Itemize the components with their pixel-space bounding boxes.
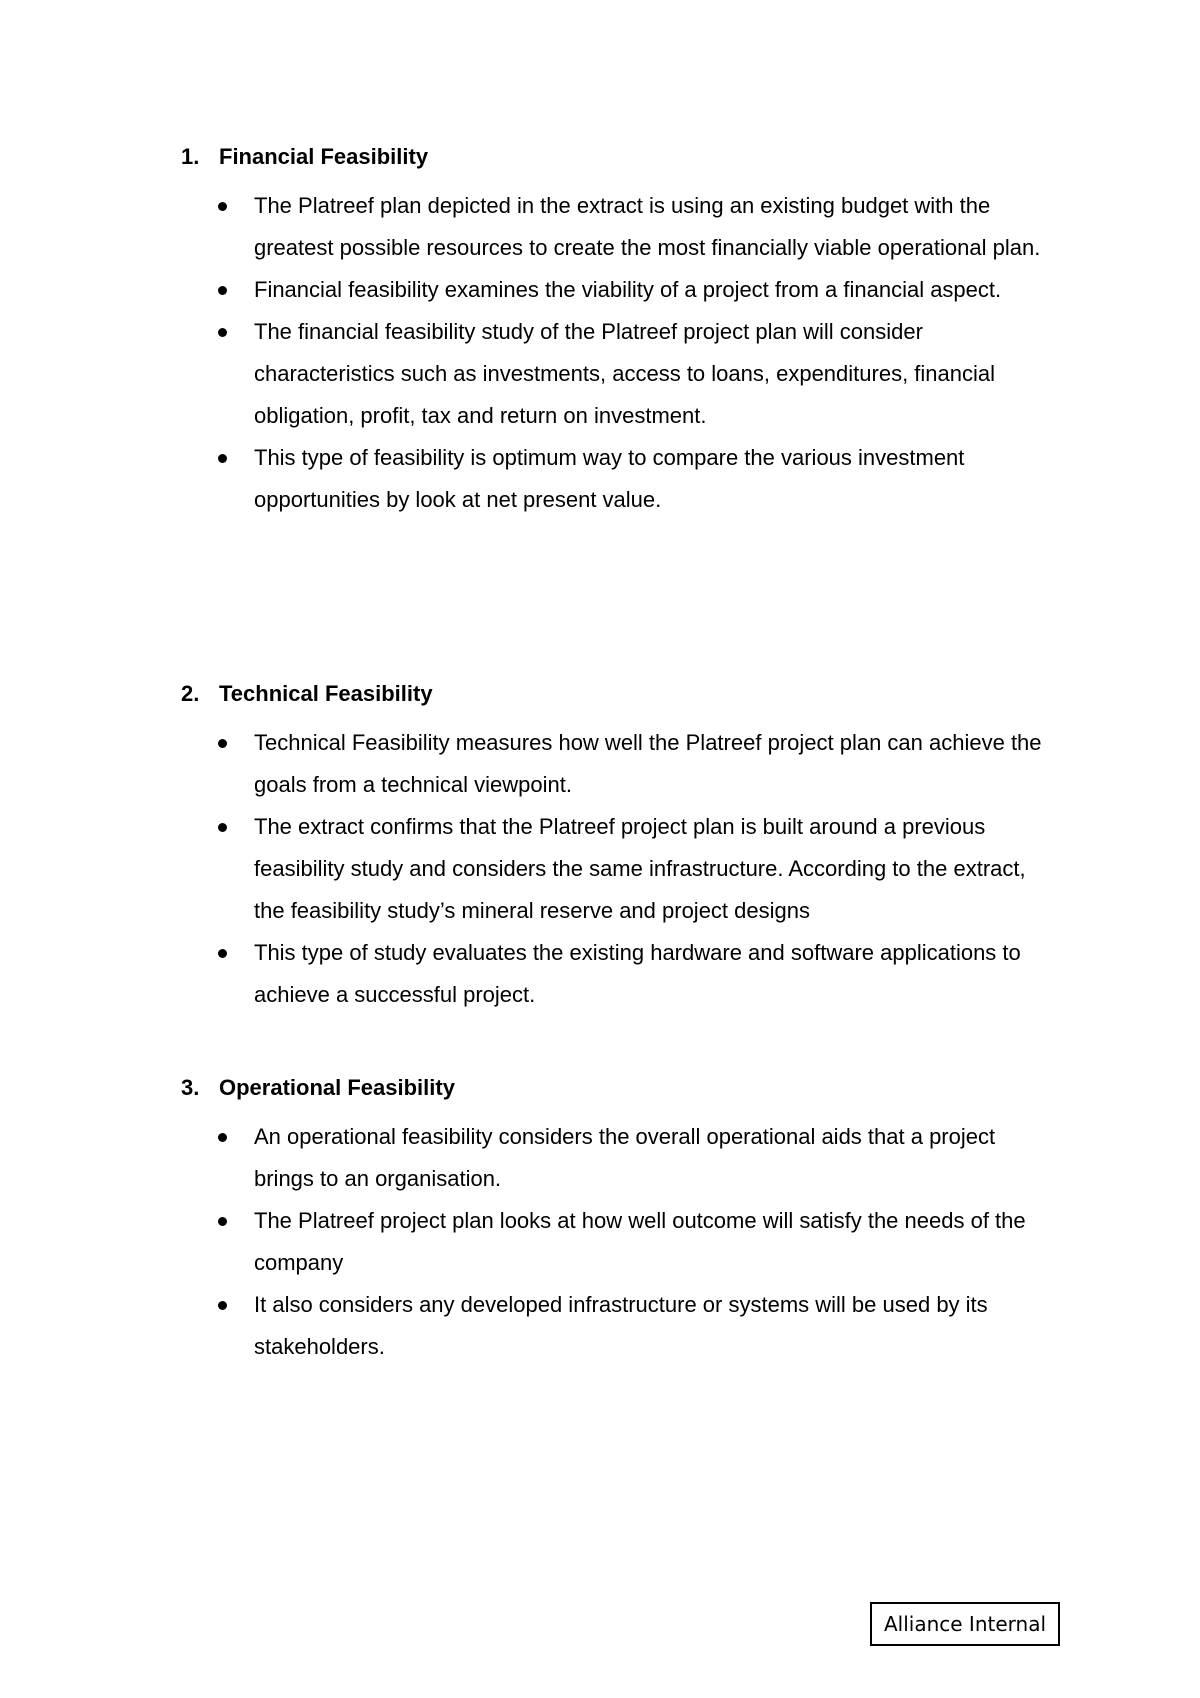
- list-item-text: The Platreef plan depicted in the extract is using an existing budget with the greatest possible resources to create the most financially viable operational plan.: [254, 193, 1041, 260]
- section-technical-feasibility: [0, 681, 1200, 1016]
- bullet-icon: [218, 202, 227, 211]
- section-number: 2.: [181, 681, 200, 706]
- list-item-text: An operational feasibility considers the overall operational aids that a project brings to an organisation.: [254, 1124, 996, 1191]
- section-title: Operational Feasibility: [219, 1075, 455, 1100]
- list-item-text: The extract confirms that the Platreef project plan is built around a previous feasibility study and considers the same infrastructure. According to the extract, the feasibility study’s mineral reserve and project designs: [254, 814, 1026, 923]
- bullet-list: [0, 722, 1200, 1016]
- list-item-text: This type of study evaluates the existing hardware and software applications to achieve a successful project.: [254, 940, 1021, 1007]
- section-heading: [0, 144, 1200, 170]
- section-financial-feasibility: [0, 144, 1200, 521]
- list-item-text: This type of feasibility is optimum way to compare the various investment opportunities by look at net present value.: [254, 445, 965, 512]
- bullet-icon: [218, 454, 227, 463]
- section-number: 1.: [181, 144, 200, 169]
- list-item: [0, 722, 1054, 806]
- list-item: [0, 185, 1054, 269]
- section-heading: [0, 681, 1200, 707]
- section-title: Financial Feasibility: [219, 144, 429, 169]
- list-item: [0, 932, 1054, 1016]
- list-item-text: Financial feasibility examines the viability of a project from a financial aspect.: [254, 277, 1002, 302]
- section-number: 3.: [181, 1075, 200, 1100]
- bullet-icon: [218, 823, 227, 832]
- bullet-icon: [218, 1133, 227, 1142]
- bullet-list: [0, 1116, 1200, 1368]
- classification-label: Alliance Internal: [870, 1602, 1060, 1646]
- bullet-list: [0, 185, 1200, 521]
- list-item-text: Technical Feasibility measures how well the Platreef project plan can achieve the goals from a technical viewpoint.: [254, 730, 1042, 797]
- bullet-icon: [218, 739, 227, 748]
- bullet-icon: [218, 949, 227, 958]
- list-item: [0, 806, 1054, 932]
- list-item-text: It also considers any developed infrastructure or systems will be used by its stakeholders.: [254, 1292, 988, 1359]
- list-item-text: The Platreef project plan looks at how well outcome will satisfy the needs of the company: [254, 1208, 1026, 1275]
- list-item: [0, 311, 1054, 437]
- list-item: [0, 1116, 1054, 1200]
- list-item-text: The financial feasibility study of the Platreef project plan will consider characteristics such as investments, access to loans, expenditures, financial obligation, profit, tax and return on investment.: [254, 319, 996, 428]
- bullet-icon: [218, 286, 227, 295]
- list-item: [0, 437, 1054, 521]
- bullet-icon: [218, 1217, 227, 1226]
- list-item: [0, 1200, 1054, 1284]
- list-item: [0, 269, 1054, 311]
- bullet-icon: [218, 328, 227, 337]
- section-operational-feasibility: [0, 1075, 1200, 1368]
- list-item: [0, 1284, 1054, 1368]
- bullet-icon: [218, 1301, 227, 1310]
- section-heading: [0, 1075, 1200, 1101]
- section-title: Technical Feasibility: [219, 681, 433, 706]
